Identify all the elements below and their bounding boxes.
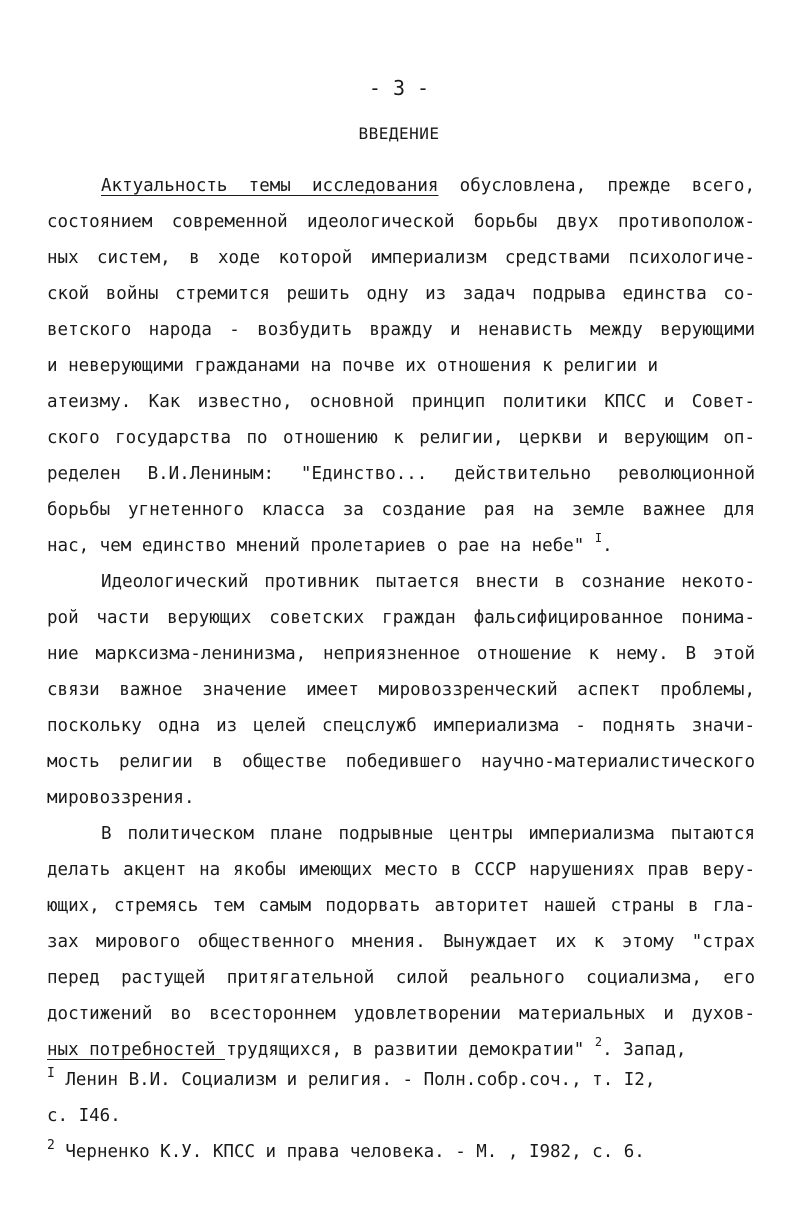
text-line: рой части верующих советских граждан фальсифицированное понима- [47, 608, 755, 628]
text-line: делать акцент на якобы имеющих место в СССР нарушениях прав веру- [47, 860, 755, 880]
text-line: ных систем, в ходе которой империализм средствами психологиче- [47, 248, 755, 268]
line-text: ных потребностей трудящихся, в развитии демократии" [47, 1040, 595, 1060]
text-line: ределен В.И.Лениным: "Единство... действительно революционной [47, 464, 755, 484]
line-text: нас, чем единство мнений пролетариев о рае на небе" [47, 536, 595, 556]
body-text [47, 168, 755, 1068]
footnote-mark: 2 [47, 1138, 55, 1153]
text-line [47, 168, 755, 204]
text-line: борьбы угнетенного класса за создание рая на земле важнее для [47, 500, 755, 520]
text-line: перед растущей притягательной силой реального социализма, его [47, 968, 755, 988]
text-line: атеизму. Как известно, основной принцип политики КПСС и Совет- [47, 392, 755, 412]
text-line: поскольку одна из целей спецслужб империализма - поднять значи- [47, 716, 755, 736]
text-line: мость религии в обществе победившего научно-материалистического [47, 752, 755, 772]
underlined-phrase: Актуальность темы исследования [101, 176, 439, 196]
text-line: связи важное значение имеет мировоззренческий аспект проблемы, [47, 680, 755, 700]
text-line: достижений во всестороннем удовлетворении материальных и духов- [47, 1004, 755, 1024]
text-line: ющих, стремясь тем самым подорвать авторитет нашей страны в гла- [47, 896, 755, 916]
text-line [47, 528, 755, 564]
text-line: ского государства по отношению к религии, церкви и верующим оп- [47, 428, 755, 448]
footnote [47, 1062, 747, 1098]
footnote-divider [47, 1059, 225, 1060]
footnote-text: Черненко К.У. КПСС и права человека. - М. , I982, с. 6. [54, 1142, 645, 1162]
text-line: Идеологический противник пытается внести в сознание некото- [101, 572, 755, 592]
footnote-ref: I [594, 531, 603, 545]
text-line: мировоззрения. [47, 788, 195, 808]
text-line: зах мирового общественного мнения. Вынуждает их к этому "страх [47, 932, 755, 952]
text-line: ние марксизма-ленинизма, неприязненное отношение к нему. В этой [47, 644, 755, 664]
line-text: . [602, 536, 613, 556]
page-number: - 3 - [368, 76, 430, 100]
line-text: обусловлена, прежде всего, [438, 176, 755, 196]
footnote-mark: I [47, 1066, 55, 1081]
line-text: . Запад, [602, 1040, 687, 1060]
footnote-text: Ленин В.И. Социализм и религия. - Полн.собр.соч., т. I2, [54, 1070, 656, 1090]
text-line: ветского народа - возбудить вражду и ненависть между верующими [47, 320, 755, 340]
text-line: состоянием современной идеологической борьбы двух противополож- [47, 212, 755, 232]
text-line: В политическом плане подрывные центры империализма пытаются [101, 824, 755, 844]
footnotes [47, 1062, 747, 1170]
footnote-continuation [47, 1098, 747, 1134]
text-line: и неверующими гражданами на почве их отношения к религии и [47, 356, 659, 376]
text-line: ской войны стремится решить одну из задач подрыва единства со- [47, 284, 755, 304]
footnote-ref: 2 [594, 1035, 603, 1049]
footnote [47, 1134, 747, 1170]
section-heading: ВВЕДЕНИЕ [358, 124, 440, 143]
footnote-text: с. I46. [47, 1106, 121, 1126]
